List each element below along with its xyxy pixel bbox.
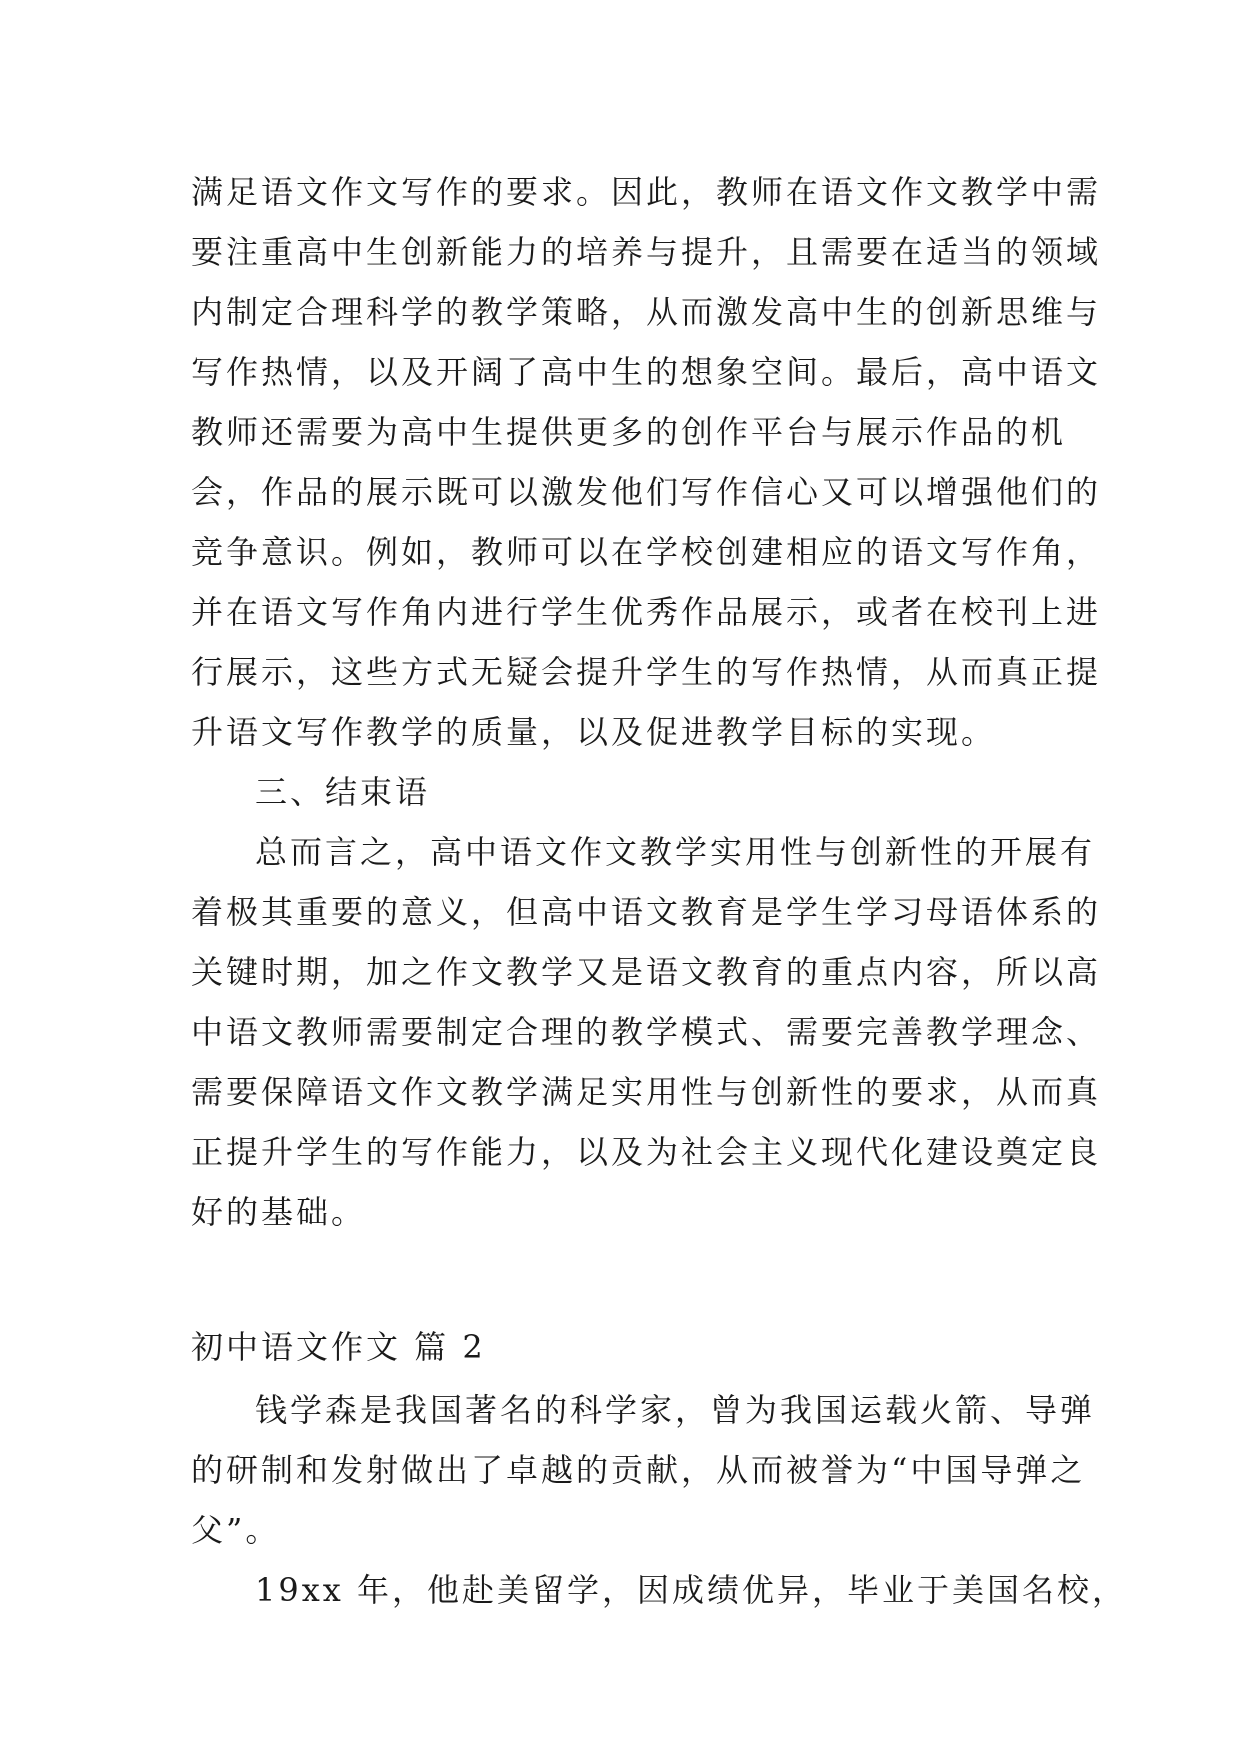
text-line: 竞争意识。例如，教师可以在学校创建相应的语文写作角， bbox=[191, 533, 1102, 571]
section-heading: 三、结束语 bbox=[255, 773, 431, 811]
text-line: 要注重高中生创新能力的培养与提升，且需要在适当的领域 bbox=[191, 233, 1102, 271]
text-line: 总而言之，高中语文作文教学实用性与创新性的开展有 bbox=[255, 833, 1096, 871]
text-line: 会，作品的展示既可以激发他们写作信心又可以增强他们的 bbox=[191, 473, 1102, 511]
text-line: 中语文教师需要制定合理的教学模式、需要完善教学理念、 bbox=[191, 1013, 1102, 1051]
text-line: 行展示，这些方式无疑会提升学生的写作热情，从而真正提 bbox=[191, 653, 1102, 691]
text-line: 教师还需要为高中生提供更多的创作平台与展示作品的机 bbox=[191, 413, 1067, 451]
text-line: 升语文写作教学的质量，以及促进教学目标的实现。 bbox=[191, 713, 997, 751]
text-line: 满足语文作文写作的要求。因此，教师在语文作文教学中需 bbox=[191, 173, 1102, 211]
text-line: 好的基础。 bbox=[191, 1193, 367, 1231]
text-line: 内制定合理科学的教学策略，从而激发高中生的创新思维与 bbox=[191, 293, 1102, 331]
article-title: 初中语文作文 篇 2 bbox=[191, 1328, 486, 1366]
text-line: 的研制和发射做出了卓越的贡献，从而被誉为“中国导弹之 bbox=[191, 1451, 1086, 1489]
text-line: 父”。 bbox=[191, 1511, 281, 1549]
text-line: 着极其重要的意义，但高中语文教育是学生学习母语体系的 bbox=[191, 893, 1102, 931]
text-line: 钱学森是我国著名的科学家，曾为我国运载火箭、导弹 bbox=[255, 1391, 1096, 1429]
text-line: 需要保障语文作文教学满足实用性与创新性的要求，从而真 bbox=[191, 1073, 1102, 1111]
text-line: 写作热情，以及开阔了高中生的想象空间。最后，高中语文 bbox=[191, 353, 1102, 391]
text-line: 正提升学生的写作能力，以及为社会主义现代化建设奠定良 bbox=[191, 1133, 1102, 1171]
text-line: 关键时期，加之作文教学又是语文教育的重点内容，所以高 bbox=[191, 953, 1102, 991]
text-line: 19xx 年，他赴美留学，因成绩优异，毕业于美国名校， bbox=[255, 1571, 1127, 1609]
text-line: 并在语文写作角内进行学生优秀作品展示，或者在校刊上进 bbox=[191, 593, 1102, 631]
